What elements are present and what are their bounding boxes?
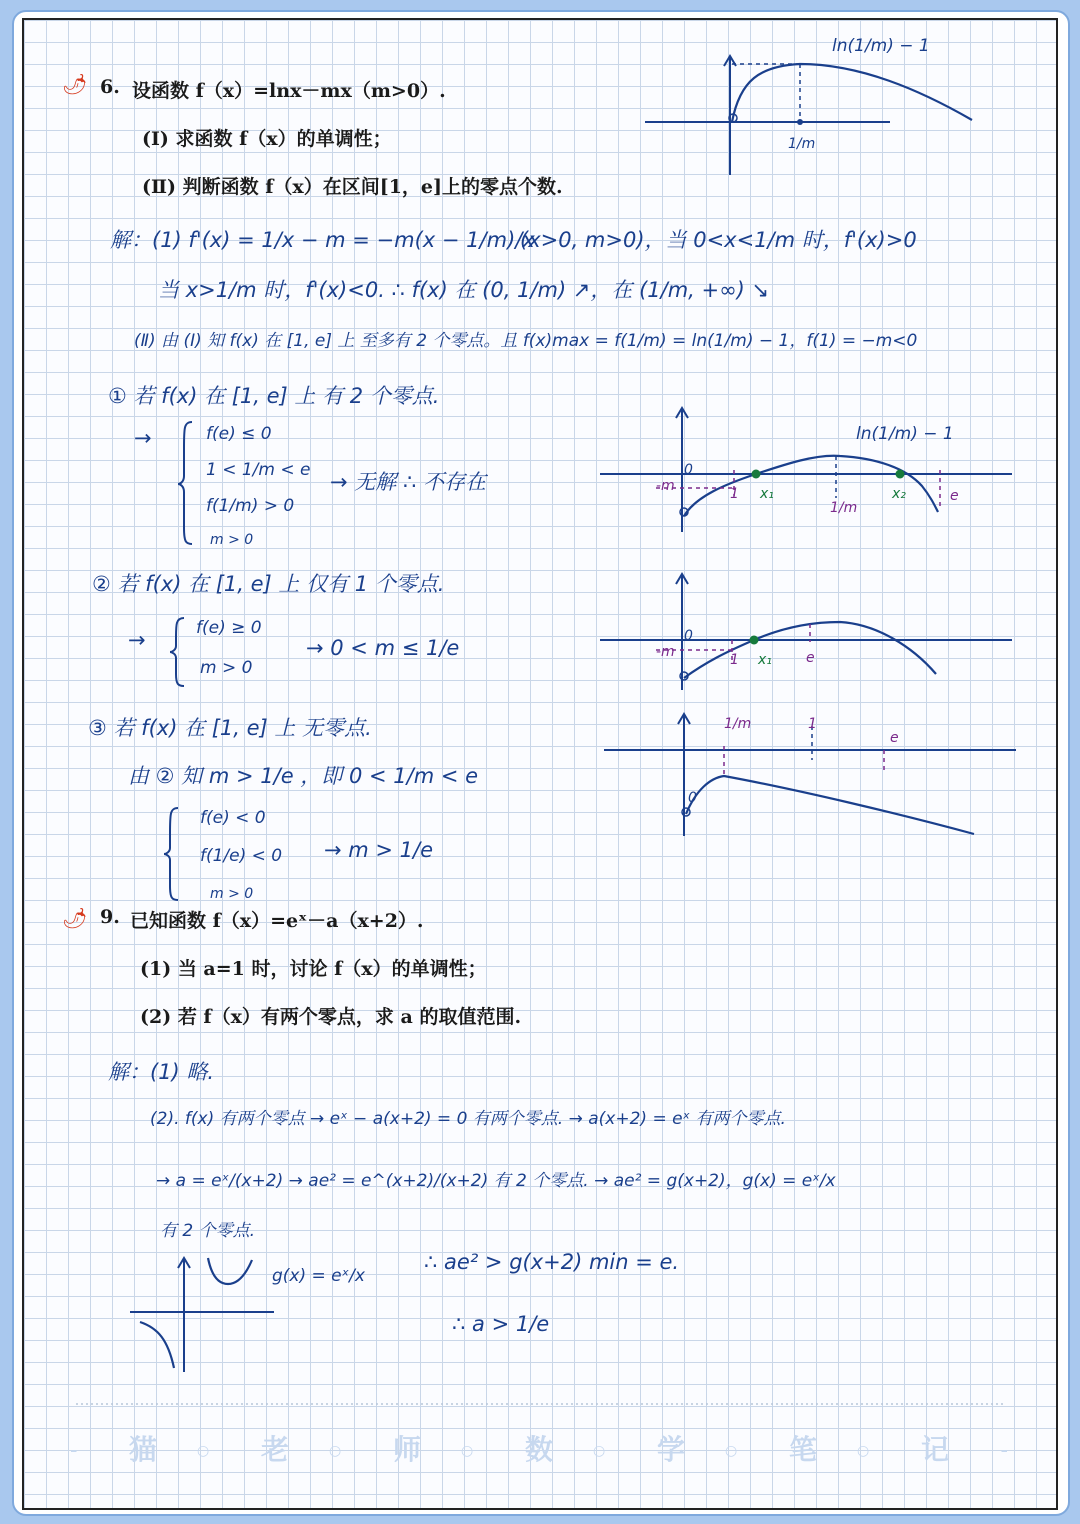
g1-max-label: ln(1/m) − 1	[856, 424, 954, 444]
g1-one-label: 1	[730, 486, 739, 502]
sol9-line4: 有 2 个零点.	[160, 1221, 256, 1241]
problem6-statement: 设函数 f（x）=lnx－mx（m>0）.	[132, 80, 446, 102]
case2-arrow: →	[128, 628, 146, 652]
watermark-char: 数	[524, 1433, 555, 1466]
case1-cond4: m > 0	[210, 532, 254, 548]
case2-brace	[170, 614, 190, 690]
case3-cond2: f(1/e) < 0	[200, 846, 283, 866]
case3-brace	[164, 804, 184, 904]
case1-cond3: f(1/m) > 0	[206, 496, 295, 516]
g1-x1-label: x₁	[760, 486, 774, 502]
problem9-part1: (1) 当 a=1 时，讨论 f（x）的单调性；	[140, 958, 487, 980]
problem6-part1: (Ⅰ) 求函数 f（x）的单调性；	[142, 128, 392, 150]
problem6-part2: (Ⅱ) 判断函数 f（x）在区间[1，e]上的零点个数.	[142, 176, 563, 198]
problem9-number: 9.	[100, 906, 120, 928]
case1-result: → 无解 ∴ 不存在	[330, 470, 486, 494]
g-function-label: g(x) = eˣ/x	[272, 1266, 365, 1286]
watermark-char: 师	[393, 1433, 424, 1466]
sol9-line2: (2). f(x) 有两个零点 → eˣ − a(x+2) = 0 有两个零点. → a(x+2) = eˣ 有两个零点.	[150, 1109, 786, 1129]
bottom-divider	[76, 1402, 1006, 1406]
problem9-part2: (2) 若 f（x）有两个零点，求 a 的取值范围.	[140, 1006, 522, 1028]
case2-result: → 0 < m ≤ 1/e	[306, 636, 460, 660]
case1-title: ① 若 f(x) 在 [1, e] 上 有 2 个零点.	[108, 384, 440, 408]
g3-e-label: e	[890, 730, 899, 746]
g1-origin-label: 0	[684, 462, 693, 478]
g3-origin-label: 0	[688, 790, 697, 806]
g1-e-label: e	[950, 488, 959, 504]
g-function-graph	[128, 1250, 278, 1374]
g2-origin-label: 0	[684, 628, 693, 644]
sol6-line1b: (x>0, m>0)，当 0<x<1/m 时，f'(x)>0	[520, 228, 917, 252]
case3-title: ③ 若 f(x) 在 [1, e] 上 无零点.	[88, 716, 372, 740]
case2-graph	[596, 570, 1016, 694]
watermark-char: 笔	[788, 1433, 819, 1466]
case1-cond1: f(e) ≤ 0	[206, 424, 272, 444]
sol6-line1a: 解：(1) f'(x) = 1/x − m = −m(x − 1/m)/x	[110, 228, 535, 252]
sol6-line2: 当 x>1/m 时，f'(x)<0. ∴ f(x) 在 (0, 1/m) ↗，在 (1/m, +∞) ↘	[158, 278, 770, 302]
g1-inv-m-label: 1/m	[830, 500, 858, 516]
problem6-number: 6.	[100, 76, 120, 98]
g2-x1-label: x₁	[758, 652, 772, 668]
watermark-char: 老	[261, 1433, 292, 1466]
g1-x2-label: x₂	[892, 486, 906, 502]
g2-one-label: 1	[730, 652, 739, 668]
case2-cond1: f(e) ≥ 0	[196, 618, 262, 638]
case3-result: → m > 1/e	[324, 838, 434, 862]
case2-cond2: m > 0	[200, 658, 253, 678]
chili-pepper-icon: 🌶	[62, 74, 88, 96]
g2-e-label: e	[806, 650, 815, 666]
watermark: – 猫 ○ 老 ○ 师 ○ 数 ○ 学 ○ 笔 ○ 记 –	[70, 1433, 1010, 1466]
top-x-label: 1/m	[788, 136, 816, 152]
case3-line: 由 ② 知 m > 1/e ，即 0 < 1/m < e	[128, 764, 479, 788]
case1-brace	[178, 418, 198, 548]
problem9-statement: 已知函数 f（x）=eˣ－a（x+2）.	[130, 910, 424, 932]
case3-cond3: m > 0	[210, 886, 254, 902]
case3-cond1: f(e) < 0	[200, 808, 266, 828]
sol9-line6: ∴ a > 1/e	[452, 1312, 550, 1336]
chili-pepper-icon: 🌶	[62, 908, 88, 930]
case1-arrow: →	[134, 426, 152, 450]
watermark-char: 猫	[129, 1433, 160, 1466]
case1-cond2: 1 < 1/m < e	[206, 460, 311, 480]
watermark-char: 记	[920, 1433, 951, 1466]
watermark-char: 学	[656, 1433, 687, 1466]
sol9-line5: ∴ ae² > g(x+2) min = e.	[424, 1250, 680, 1274]
g2-neg-m-label: -m	[656, 644, 675, 660]
case2-title: ② 若 f(x) 在 [1, e] 上 仅有 1 个零点.	[92, 572, 445, 596]
top-max-label: ln(1/m) − 1	[832, 36, 930, 56]
sol9-line1: 解：(1) 略.	[108, 1060, 215, 1084]
g3-one-label: 1	[808, 716, 817, 732]
sol9-line3: → a = eˣ/(x+2) → ae² = e^(x+2)/(x+2) 有 2 个零点. → ae² = g(x+2)，g(x) = eˣ/x	[156, 1171, 836, 1191]
sol6-line3: (Ⅱ) 由 (Ⅰ) 知 f(x) 在 [1, e] 上 至多有 2 个零点。且 f(x)max = f(1/m) = ln(1/m) − 1，f(1) = −m<0	[134, 331, 918, 351]
g1-neg-m-label: -m	[656, 478, 675, 494]
g3-inv-m-label: 1/m	[724, 716, 752, 732]
